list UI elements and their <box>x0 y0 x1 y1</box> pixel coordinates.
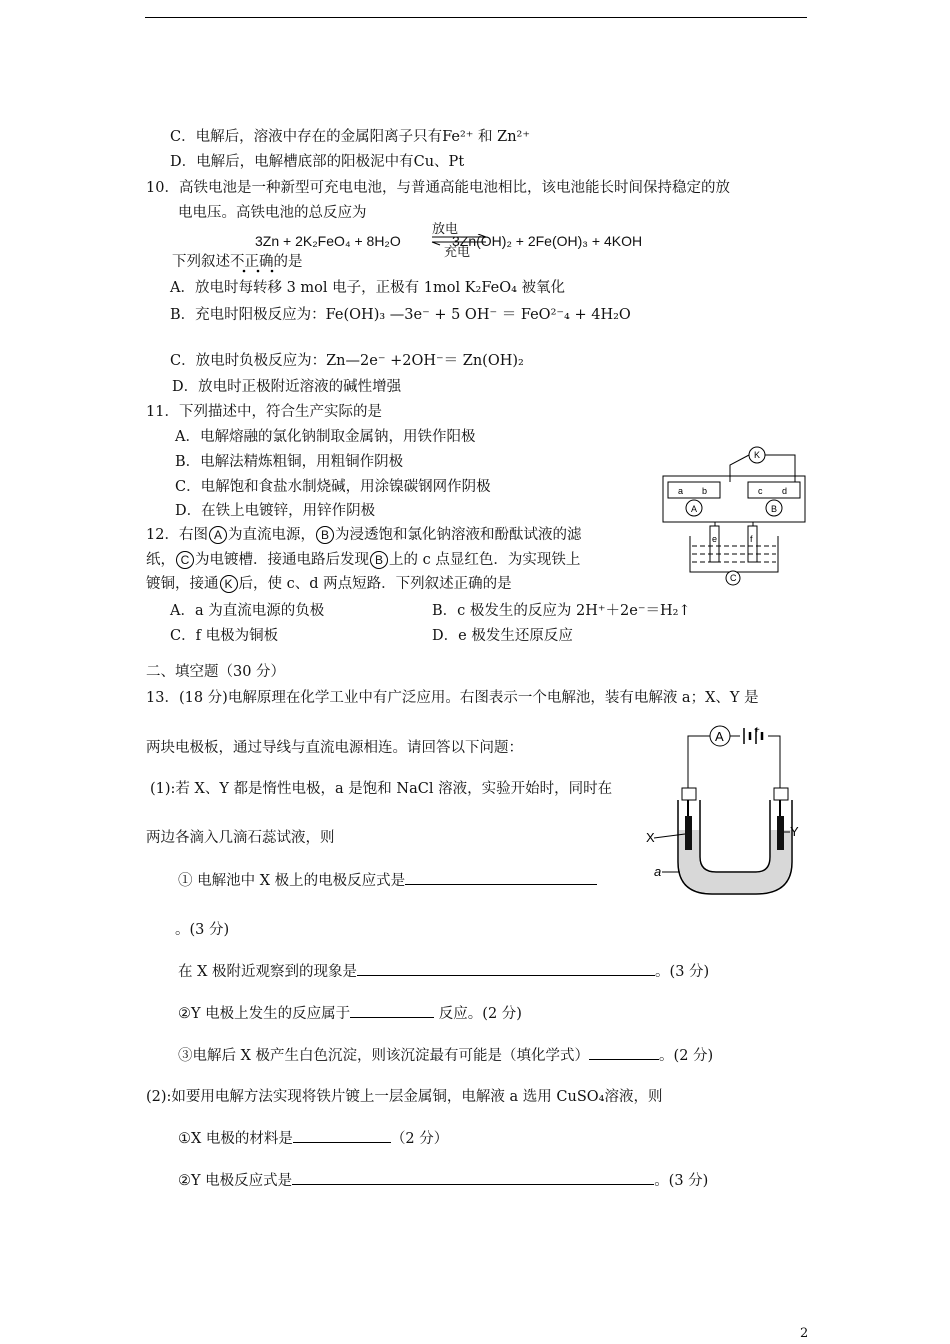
fig-label-C: C <box>730 573 737 583</box>
fig-a-label: a <box>654 864 662 879</box>
emphasis-dots <box>240 268 280 274</box>
answer-blank-2[interactable] <box>357 961 655 976</box>
q12-line1-a: 12．右图 <box>146 527 208 543</box>
fig-label-c: c <box>758 486 763 496</box>
circled-k: K <box>220 575 238 593</box>
q13-part2-sub2-text: ②Y 电极反应式是 <box>178 1173 293 1189</box>
q10-arrow-top-label: 放电 <box>432 222 459 237</box>
q12-line3-a: 镀铜，接通 <box>146 576 219 592</box>
circled-a: A <box>209 526 227 544</box>
fig-label-f: f <box>750 534 753 544</box>
q12-line1 <box>146 525 581 545</box>
fig-ammeter-label: A <box>715 729 724 744</box>
q13-part2-sub2 <box>178 1170 708 1191</box>
q9-option-c: C．电解后，溶液中存在的金属阳离子只有Fe²⁺ 和 Zn²⁺ <box>170 129 531 145</box>
q13-sub1 <box>178 870 597 891</box>
fig-label-A: A <box>691 504 698 514</box>
q13-stem-line2: 两块电极板，通过导线与直流电源相连。请回答以下问题： <box>146 740 523 756</box>
q13-sub4-text: ③电解后 X 极产生白色沉淀，则该沉淀最有可能是（填化学式） <box>178 1048 590 1064</box>
q12-option-a: A．a 为直流电源的负极 <box>170 603 325 619</box>
q10-option-c: C．放电时负极反应为：Zn—2e⁻ +2OH⁻＝ Zn(OH)₂ <box>170 353 524 369</box>
q12-circuit-figure <box>660 440 810 588</box>
q13-part2-sub1 <box>178 1128 448 1149</box>
q13-sub1-text: ① 电解池中 X 极上的电极反应式是 <box>178 873 406 889</box>
q13-sub2 <box>178 961 709 982</box>
q13-sub2-text: 在 X 极附近观察到的现象是 <box>178 964 358 980</box>
q11-option-d: D．在铁上电镀锌，用锌作阴极 <box>175 503 376 519</box>
fig-label-b: b <box>702 486 708 496</box>
q13-part1-line1: (1):若 X、Y 都是惰性电极，a 是饱和 NaCl 溶液，实验开始时，同时在 <box>150 781 613 797</box>
fig-label-a: a <box>678 486 684 496</box>
fig-label-k: K <box>754 450 761 460</box>
q9-option-d: D．电解后，电解槽底部的阳极泥中有Cu、Pt <box>170 154 465 170</box>
q10-equation-right: 3Zn(OH)₂ + 2Fe(OH)₃ + 4KOH <box>452 233 643 249</box>
fig-plus-label: + <box>754 725 760 736</box>
q12-line2 <box>146 550 580 570</box>
q10-option-a: A．放电时每转移 3 mol 电子，正极有 1mol K₂FeO₄ 被氧化 <box>170 280 566 296</box>
circled-b-2: B <box>370 551 388 569</box>
fig-label-e: e <box>712 534 718 544</box>
q13-part2-sub2-score: 。(3 分) <box>654 1173 709 1189</box>
q13-sub1-score: 。(3 分) <box>175 922 230 938</box>
q12-line2-b: 为电镀槽．接通电路后发现 <box>195 552 369 568</box>
q13-sub3-score: 反应。(2 分) <box>438 1006 522 1022</box>
fig-x-label: X <box>646 830 655 845</box>
q10-option-d: D．放电时正极附近溶液的碱性增强 <box>172 379 402 395</box>
q12-line1-c: 为浸透饱和氯化钠溶液和酚酞试液的滤 <box>334 527 582 543</box>
q12-line3 <box>146 574 512 594</box>
page-number: 2 <box>800 1326 809 1341</box>
answer-blank-5[interactable] <box>293 1128 391 1143</box>
q13-part2-sub1-score: （2 分） <box>390 1131 449 1147</box>
header-rule <box>145 17 807 18</box>
fig-y-label: Y <box>790 824 799 839</box>
fig-label-B: B <box>771 504 778 514</box>
q10-arrow-bottom-label: 充电 <box>444 245 471 260</box>
q10-option-b: B．充电时阳极反应为：Fe(OH)₃ —3e⁻ + 5 OH⁻ ＝ FeO²⁻₄ + 4H₂O <box>170 307 631 323</box>
fig-label-d: d <box>782 486 788 496</box>
section-title: 二、填空题（30 分） <box>146 664 286 680</box>
answer-blank-1[interactable] <box>405 870 597 885</box>
q13-u-tube-figure <box>640 722 810 900</box>
q13-sub4 <box>178 1045 713 1066</box>
q12-line1-b: 为直流电源， <box>227 527 315 543</box>
circled-b: B <box>316 526 334 544</box>
q11-option-a: A．电解熔融的氯化钠制取金属钠，用铁作阳极 <box>175 429 476 445</box>
q13-sub3-text: ②Y 电极上发生的反应属于 <box>178 1006 351 1022</box>
q10-stem-line2: 电电压。高铁电池的总反应为 <box>178 205 367 221</box>
answer-blank-6[interactable] <box>292 1170 654 1185</box>
q12-option-d: D．e 极发生还原反应 <box>432 628 573 644</box>
q13-part1-line2: 两边各滴入几滴石蕊试液，则 <box>146 830 335 846</box>
answer-blank-3[interactable] <box>350 1003 434 1018</box>
q13-part2-sub1-text: ①X 电极的材料是 <box>178 1131 293 1147</box>
q12-line2-c: 上的 c 点显红色．为实现铁上 <box>389 552 581 568</box>
q11-option-c: C．电解饱和食盐水制烧碱，用涂镍碳钢网作阴极 <box>175 479 491 495</box>
q10-stem-line1: 10．高铁电池是一种新型可充电电池，与普通高能电池相比，该电池能长时间保持稳定的放 <box>146 180 730 196</box>
q11-stem: 11．下列描述中，符合生产实际的是 <box>146 404 382 420</box>
circled-c: C <box>176 551 194 569</box>
q11-option-b: B．电解法精炼粗铜，用粗铜作阴极 <box>175 454 404 470</box>
q12-line2-a: 纸， <box>146 552 175 568</box>
q10-equation-left: 3Zn + 2K₂FeO₄ + 8H₂O <box>255 233 401 249</box>
q13-sub3 <box>178 1003 522 1024</box>
q13-part2: (2):如要用电解方法实现将铁片镀上一层金属铜，电解液 a 选用 CuSO₄溶液，则 <box>146 1089 663 1105</box>
q13-sub2-score: 。(3 分) <box>655 964 710 980</box>
q13-sub4-score: 。(2 分) <box>659 1048 714 1064</box>
q13-stem-line1: 13．(18 分)电解原理在化学工业中有广泛应用。右图表示一个电解池，装有电解液 a；X、Y 是 <box>146 690 759 706</box>
q12-line3-b: 后，使 c、d 两点短路．下列叙述正确的是 <box>238 576 512 592</box>
q10-question: 下列叙述不正确的是 <box>172 254 303 270</box>
answer-blank-4[interactable] <box>589 1045 659 1060</box>
q12-option-c: C．f 电极为铜板 <box>170 628 279 644</box>
q12-option-b: B．c 极发生的反应为 2H⁺＋2e⁻＝H₂↑ <box>432 603 691 619</box>
